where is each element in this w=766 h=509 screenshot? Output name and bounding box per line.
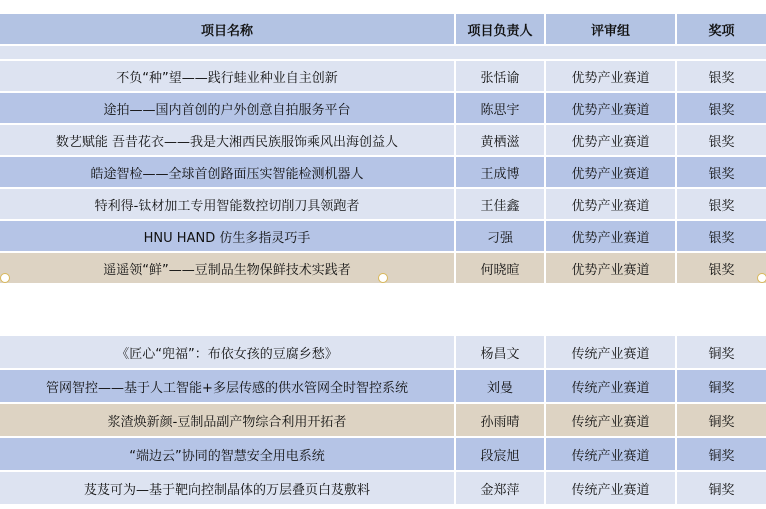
leader-cell: 刁强 xyxy=(456,221,546,251)
project-name-cell: 数艺赋能 吾昔花衣——我是大湘西民族服饰乘风出海创益人 xyxy=(0,125,456,155)
review-group-cell: 传统产业赛道 xyxy=(546,472,677,504)
review-group-cell: 优势产业赛道 xyxy=(546,157,677,187)
decorative-dot xyxy=(0,273,10,283)
project-name-cell: 遥遥领“鲜”——豆制品生物保鲜技术实践者 xyxy=(0,253,456,283)
review-group-cell: 优势产业赛道 xyxy=(546,221,677,251)
review-group-cell: 优势产业赛道 xyxy=(546,61,677,91)
decorative-dot xyxy=(378,273,388,283)
review-group-cell: 优势产业赛道 xyxy=(546,125,677,155)
leader-cell: 何晓暄 xyxy=(456,253,546,283)
review-group-cell: 传统产业赛道 xyxy=(546,336,677,368)
project-name-cell: 《匠心“兜福”：布依女孩的豆腐乡愁》 xyxy=(0,336,456,368)
project-name-cell: 特利得-钛材加工专用智能数控切削刀具领跑者 xyxy=(0,189,456,219)
table-row xyxy=(0,93,766,125)
leader-cell: 黄栖滋 xyxy=(456,125,546,155)
header-review-group: 评审组 xyxy=(546,14,677,44)
award-cell: 铜奖 xyxy=(708,346,735,362)
award-cell: 铜奖 xyxy=(708,380,735,396)
award-cell: 银奖 xyxy=(708,70,735,86)
leader-cell: 孙雨晴 xyxy=(456,404,546,436)
table-row xyxy=(0,221,766,253)
leader-cell: 王佳鑫 xyxy=(456,189,546,219)
review-group-cell: 传统产业赛道 xyxy=(546,438,677,470)
project-name-cell: 不负“种”望——践行蛙业种业自主创新 xyxy=(0,61,456,91)
leader-cell: 王成博 xyxy=(456,157,546,187)
award-cell: 铜奖 xyxy=(708,482,735,498)
table-row xyxy=(0,336,766,370)
award-cell: 铜奖 xyxy=(708,414,735,430)
leader-cell: 陈思宇 xyxy=(456,93,546,123)
award-cell: 银奖 xyxy=(708,134,735,150)
table-header xyxy=(0,14,766,46)
project-name-cell: 皓途智检——全球首创路面压实智能检测机器人 xyxy=(0,157,456,187)
project-name-cell: 管网智控——基于人工智能+多层传感的供水管网全时智控系统 xyxy=(0,370,456,402)
table-row xyxy=(0,157,766,189)
leader-cell: 金郑萍 xyxy=(456,472,546,504)
header-leader: 项目负责人 xyxy=(456,14,546,44)
leader-cell: 杨昌文 xyxy=(456,336,546,368)
table-row xyxy=(0,404,766,438)
bronze-award-table xyxy=(0,336,766,506)
silver-award-table xyxy=(0,14,766,285)
project-name-cell: HNU HAND 仿生多指灵巧手 xyxy=(0,221,456,251)
review-group-cell: 传统产业赛道 xyxy=(546,404,677,436)
review-group-cell: 优势产业赛道 xyxy=(546,189,677,219)
award-cell: 铜奖 xyxy=(708,448,735,464)
project-name-cell: 芨芨可为—基于靶向控制晶体的万层叠页白芨敷料 xyxy=(0,472,456,504)
bronze-rows xyxy=(0,336,766,506)
award-cell: 银奖 xyxy=(708,166,735,182)
header-spacer xyxy=(0,46,766,61)
project-name-cell: 浆渣焕新颜-豆制品副产物综合利用开拓者 xyxy=(0,404,456,436)
leader-cell: 刘曼 xyxy=(456,370,546,402)
table-row xyxy=(0,61,766,93)
table-row xyxy=(0,472,766,506)
decorative-dot xyxy=(757,273,766,283)
review-group-cell: 优势产业赛道 xyxy=(546,253,677,283)
header-project-name: 项目名称 xyxy=(0,14,456,44)
silver-rows xyxy=(0,61,766,285)
award-cell: 银奖 xyxy=(708,102,735,118)
project-name-cell: 途拍——国内首创的户外创意自拍服务平台 xyxy=(0,93,456,123)
table-row xyxy=(0,125,766,157)
table-row xyxy=(0,370,766,404)
review-group-cell: 传统产业赛道 xyxy=(546,370,677,402)
award-cell: 银奖 xyxy=(708,262,735,278)
header-award: 奖项 xyxy=(708,23,735,39)
table-row xyxy=(0,438,766,472)
review-group-cell: 优势产业赛道 xyxy=(546,93,677,123)
award-cell: 银奖 xyxy=(708,198,735,214)
project-name-cell: “端边云”协同的智慧安全用电系统 xyxy=(0,438,456,470)
table-row xyxy=(0,189,766,221)
award-cell: 银奖 xyxy=(708,230,735,246)
leader-cell: 张恬谕 xyxy=(456,61,546,91)
leader-cell: 段宸旭 xyxy=(456,438,546,470)
